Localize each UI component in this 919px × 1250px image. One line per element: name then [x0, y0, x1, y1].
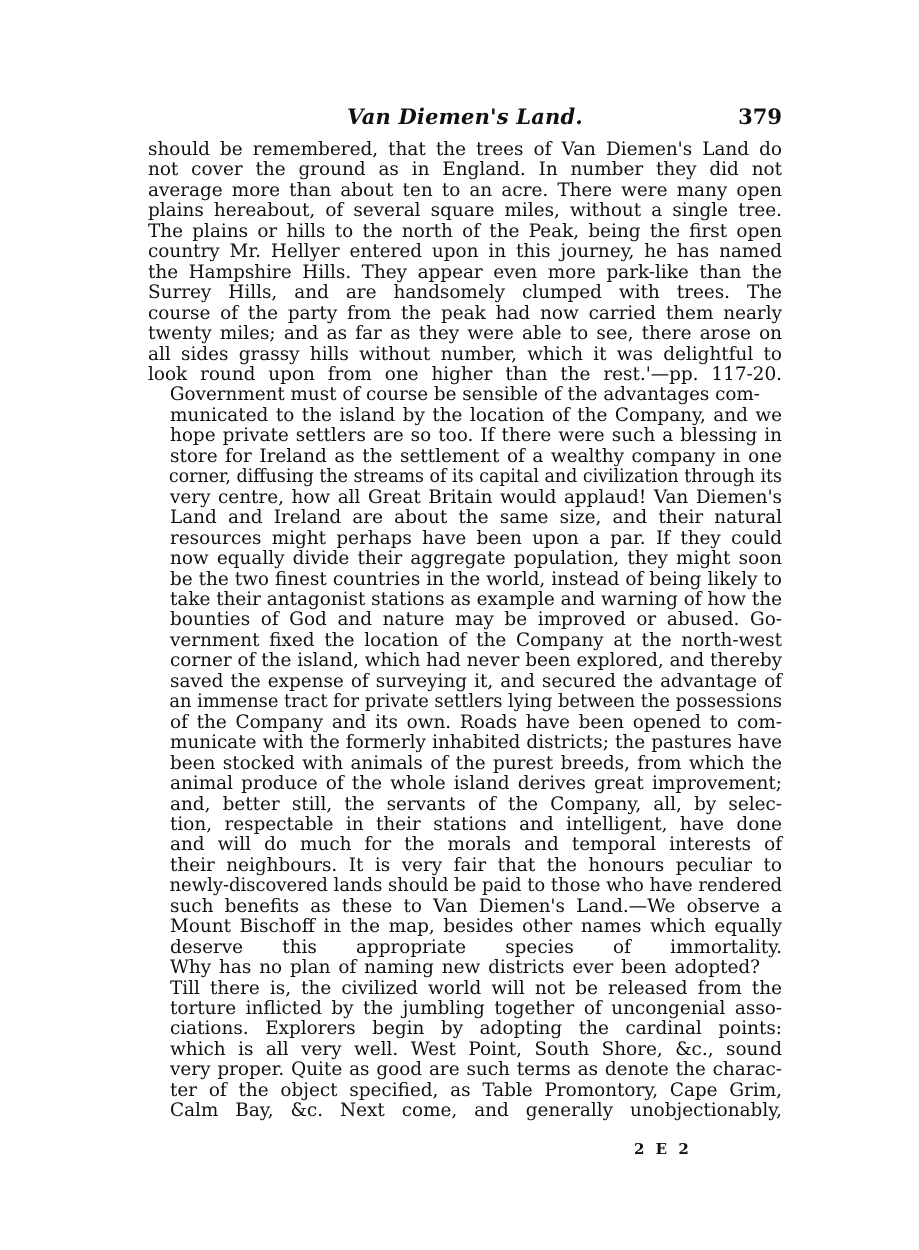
running-title: Van Diemen's Land.	[347, 104, 583, 129]
text-line: Till there is, the civilized world will not be released from the	[170, 977, 782, 999]
text-line: course of the party from the peak had now carried them nearly	[148, 302, 782, 324]
text-line: take their antagonist stations as example and warning of how the	[169, 588, 783, 610]
text-line: municate with the formerly inhabited districts; the pastures have	[170, 732, 782, 754]
text-line: tion, respectable in their stations and intelligent, have done	[170, 813, 782, 835]
text-line: country Mr. Hellyer entered upon in this journey, he has named	[148, 241, 782, 263]
text-line: Calm Bay, &c. Next come, and generally unobjectionably,	[170, 1100, 782, 1122]
text-line: the Hampshire Hills. They appear even more park-like than the	[148, 261, 782, 283]
text-line: and, better still, the servants of the Company, all, by selec-	[170, 793, 782, 815]
text-line: and will do much for the morals and temporal interests of	[170, 834, 782, 856]
text-line: look round upon from one higher than the rest.'—pp. 117-20.	[148, 363, 782, 385]
text-line: Surrey Hills, and are handsomely clumped with trees. The	[148, 282, 782, 304]
text-line: an immense tract for private settlers lying between the possessions	[169, 691, 782, 713]
text-line: municated to the island by the location of the Company, and we	[170, 404, 782, 426]
body-text	[148, 140, 782, 1122]
text-line: deserve this appropriate species of immortality.	[170, 936, 782, 958]
text-line: Government must of course be sensible of the advantages com-	[169, 384, 760, 406]
text-line: very proper. Quite as good are such terms as denote the charac-	[170, 1059, 782, 1081]
text-line: vernment fixed the location of the Company at the north-west	[170, 629, 782, 651]
text-line: hope private settlers are so too. If there were such a blessing in	[170, 425, 782, 447]
text-line: plains hereabout, of several square miles, without a single tree.	[148, 200, 782, 222]
signature-mark: 2 E 2	[634, 1140, 692, 1158]
text-line: very centre, how all Great Britain would applaud! Van Diemen's	[170, 486, 782, 508]
text-line: twenty miles; and as far as they were able to see, there arose on	[148, 323, 782, 345]
text-line: ter of the object specified, as Table Promontory, Cape Grim,	[170, 1079, 782, 1101]
document-page	[148, 104, 782, 1122]
text-line: average more than about ten to an acre. There were many open	[148, 179, 782, 201]
text-line: all sides grassy hills without number, which it was delightful to	[148, 343, 782, 365]
text-line: bounties of God and nature may be improved or abused. Go-	[170, 609, 782, 631]
text-line: newly-discovered lands should be paid to those who have rendered	[169, 875, 782, 897]
text-line: be the two finest countries in the world, instead of being likely to	[170, 568, 782, 590]
text-line: Why has no plan of naming new districts ever been adopted?	[170, 957, 760, 979]
text-line: not cover the ground as in England. In number they did not	[148, 159, 782, 181]
text-line: now equally divide their aggregate population, they might soon	[170, 548, 782, 570]
page-number: 379	[738, 104, 782, 129]
paragraph	[148, 958, 782, 1122]
text-line: of the Company and its own. Roads have been opened to com-	[170, 711, 782, 733]
text-line: animal produce of the whole island derives great improvement;	[170, 773, 782, 795]
text-line: such benefits as these to Van Diemen's Land.—We observe a	[170, 895, 782, 917]
text-line: should be remembered, that the trees of Van Diemen's Land do	[148, 139, 782, 160]
paragraph	[148, 385, 782, 958]
text-line: store for Ireland as the settlement of a wealthy company in one	[170, 445, 782, 467]
text-line: saved the expense of surveying it, and secured the advantage of	[170, 670, 782, 692]
text-line: corner of the island, which had never been explored, and thereby	[170, 650, 782, 672]
text-line: The plains or hills to the north of the Peak, being the first open	[148, 220, 782, 242]
text-line: been stocked with animals of the purest breeds, from which the	[170, 752, 782, 774]
text-line: corner, diffusing the streams of its capital and civilization through its	[168, 466, 782, 488]
text-line: their neighbours. It is very fair that the honours peculiar to	[170, 854, 782, 876]
text-line: ciations. Explorers begin by adopting the cardinal points:	[170, 1018, 782, 1040]
text-line: which is all very well. West Point, South Shore, &c., sound	[170, 1038, 782, 1060]
text-line: resources might perhaps have been upon a par. If they could	[170, 527, 782, 549]
text-line: torture inflicted by the jumbling together of uncongenial asso-	[170, 998, 782, 1020]
running-head	[148, 104, 782, 140]
text-line: Mount Bischoff in the map, besides other names which equally	[170, 916, 782, 938]
paragraph	[148, 140, 782, 385]
text-line: Land and Ireland are about the same size, and their natural	[170, 507, 782, 529]
